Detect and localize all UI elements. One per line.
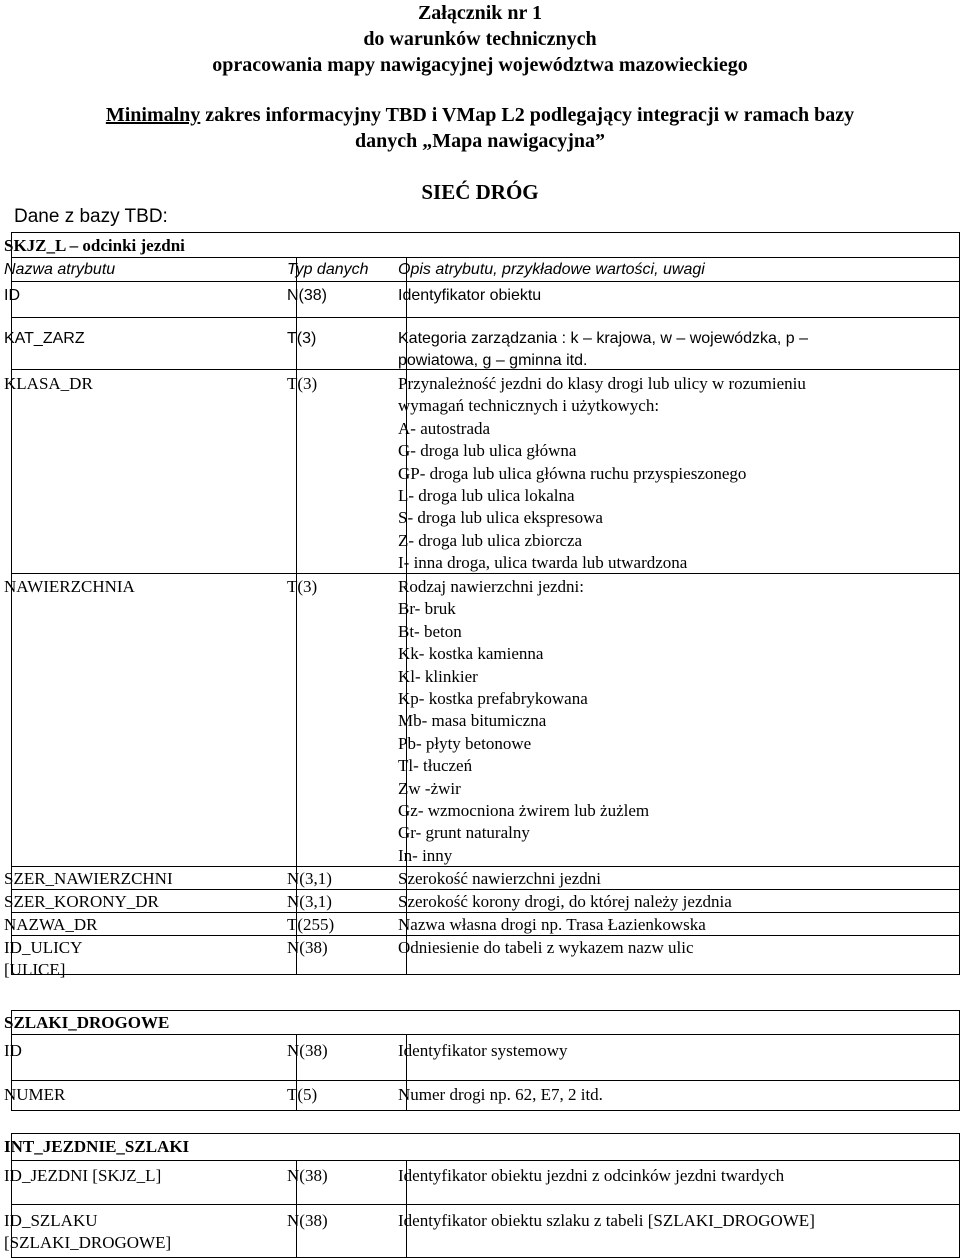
data-type: T(3) (287, 374, 318, 393)
description-line: Kk- kostka kamienna (398, 644, 544, 664)
description-line: Zw -żwir (398, 778, 461, 798)
description (398, 328, 948, 373)
skjz-row-divider (11, 317, 960, 318)
header-attribute-name: Nazwa atrybutu (4, 261, 116, 278)
description: Numer drogi np. 62, E7, 2 itd. (398, 1085, 603, 1104)
description-line: I- inna droga, ulica twarda lub utwardzona (398, 553, 688, 573)
description-line: S- droga lub ulica ekspresowa (398, 508, 603, 528)
attribute-name: SZER_NAWIERZCHNI (4, 869, 173, 888)
description-line: Pb- płyty betonowe (398, 733, 532, 753)
attribute-name: NUMER (4, 1085, 66, 1104)
szlaki-row-divider (11, 1080, 960, 1081)
attribute-name: SZER_KORONY_DR (4, 892, 159, 911)
data-type: N(38) (287, 1211, 328, 1230)
description-line: Mb- masa bitumiczna (398, 711, 547, 731)
description-line: Kategoria zarządzania : k – krajowa, w – wojewódzka, p – (398, 330, 808, 347)
description: Identyfikator obiektu jezdni z odcinków jezdni twardych (398, 1166, 785, 1185)
data-type: T(255) (287, 915, 335, 934)
description (398, 576, 948, 867)
attribute-name: ID (4, 287, 20, 304)
data-type: N(38) (287, 287, 328, 304)
data-type: T(3) (287, 577, 318, 596)
attribute-name (4, 1210, 284, 1255)
int-title-divider (11, 1160, 960, 1161)
attribute-name-line: [SZLAKI_DROGOWE] (4, 1233, 172, 1253)
attribute-name: NAWIERZCHNIA (4, 577, 135, 596)
annex-subtitle-1: do warunków technicznych (363, 28, 597, 50)
attribute-name: ID (4, 1041, 22, 1060)
attribute-name-line: [ULICE] (4, 960, 66, 980)
attribute-name-line: ID_SZLAKU (4, 1211, 98, 1230)
attribute-name: NAZWA_DR (4, 915, 98, 934)
description-line: In- inny (398, 845, 453, 865)
description: Identyfikator obiektu (398, 287, 542, 304)
document-heading-line-2: danych „Mapa nawigacyjna” (354, 130, 606, 152)
data-type: T(3) (287, 330, 317, 347)
header-data-type: Typ danych (287, 261, 369, 278)
description-line: Br- bruk (398, 599, 456, 619)
description-line: Rodzaj nawierzchni jezdni: (398, 577, 584, 596)
description: Nazwa własna drogi np. Trasa Łazienkowska (398, 915, 706, 934)
annex-subtitle-2: opracowania mapy nawigacyjnej województwa mazowieckiego (212, 54, 748, 76)
source-label: Dane z bazy TBD: (14, 206, 168, 227)
attribute-name (4, 937, 284, 982)
description-line: Przynależność jezdni do klasy drogi lub ulicy w rozumieniu (398, 374, 806, 393)
description-line: L- droga lub ulica lokalna (398, 486, 575, 506)
description (398, 373, 948, 575)
data-type: T(5) (287, 1085, 318, 1104)
description-line: wymagań technicznych i użytkowych: (398, 396, 660, 416)
description-line: Kp- kostka prefabrykowana (398, 689, 588, 709)
description-line: powiatowa, g – gminna itd. (398, 352, 588, 370)
int-row-divider (11, 1204, 960, 1205)
data-type: N(3,1) (287, 892, 332, 911)
attribute-name: KAT_ZARZ (4, 330, 85, 347)
section-title: SIEĆ DRÓG (421, 180, 539, 204)
attribute-name: KLASA_DR (4, 374, 93, 393)
data-type: N(3,1) (287, 869, 332, 888)
document-heading-line-1 (0, 102, 960, 128)
description-line: GP- droga lub ulica główna ruchu przyspieszonego (398, 463, 747, 483)
description-line: A- autostrada (398, 418, 491, 438)
description: Identyfikator systemowy (398, 1041, 568, 1060)
description: Szerokość nawierzchni jezdni (398, 869, 601, 888)
description-line: Bt- beton (398, 621, 462, 641)
description-line: Tl- tłuczeń (398, 756, 473, 776)
description: Szerokość korony drogi, do której należy jezdnia (398, 892, 732, 911)
description-line: Gz- wzmocniona żwirem lub żużlem (398, 801, 650, 821)
heading-underlined-word: Minimalny (105, 104, 201, 126)
heading-rest: zakres informacyjny TBD i VMap L2 podlegający integracji w ramach bazy (200, 104, 855, 126)
annex-title: Załącznik nr 1 (417, 2, 543, 24)
attribute-name: ID_JEZDNI [SKJZ_L] (4, 1166, 162, 1185)
description-line: Z- droga lub ulica zbiorcza (398, 530, 583, 550)
description-line: G- droga lub ulica główna (398, 441, 577, 461)
description: Odniesienie do tabeli z wykazem nazw ulic (398, 938, 694, 957)
header-description: Opis atrybutu, przykładowe wartości, uwagi (398, 261, 705, 278)
description: Identyfikator obiektu szlaku z tabeli [SZLAKI_DROGOWE] (398, 1211, 815, 1230)
data-type: N(38) (287, 1041, 328, 1060)
data-type: N(38) (287, 1166, 328, 1185)
data-type: N(38) (287, 938, 328, 957)
attribute-name-line: ID_ULICY (4, 938, 83, 957)
description-line: Kl- klinkier (398, 666, 478, 686)
description-line: Gr- grunt naturalny (398, 823, 530, 843)
